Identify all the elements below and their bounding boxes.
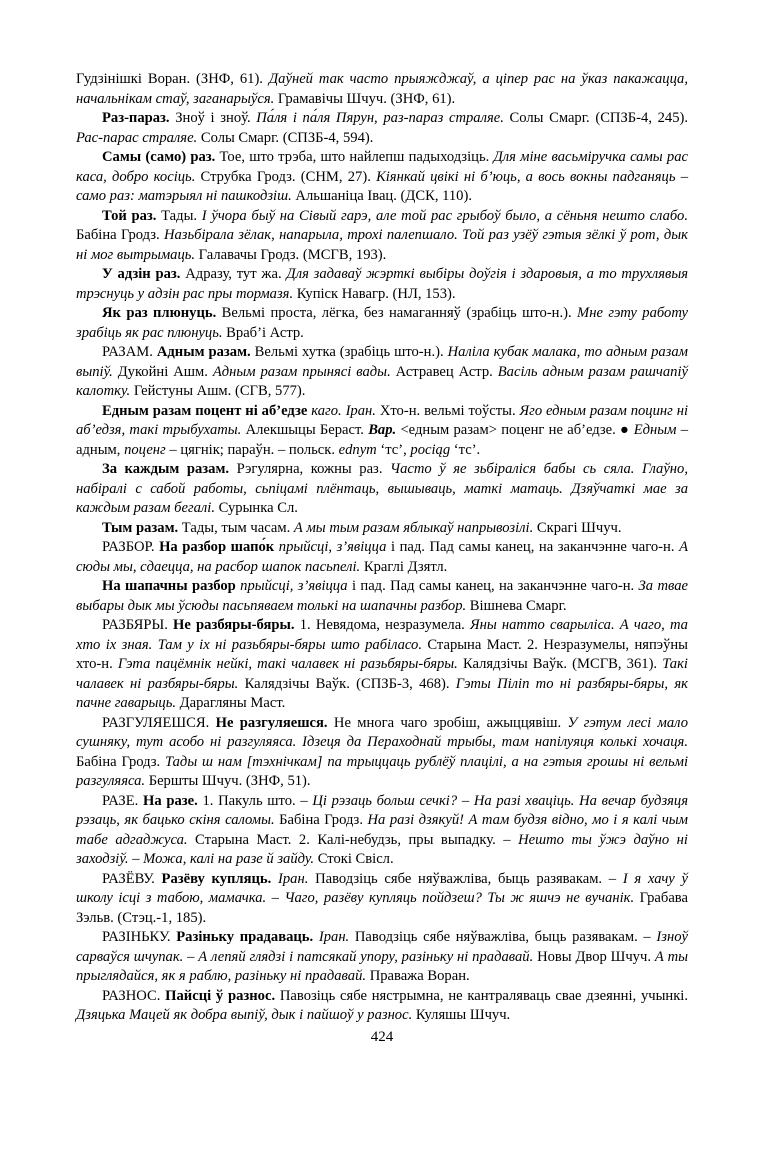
body-text: Гудзінішкі Воран. (ЗНФ, 61). [76,71,269,87]
example-text: За тваe выбары дык мы ўсюды пасьпяваем толькі на шапачны разбор. [76,578,688,614]
page-number: 424 [370,1028,394,1045]
body-text: РАЗІНЬКУ. [102,929,177,945]
example-text: Іран. [318,929,350,945]
body-text: Тады. [156,207,202,224]
body-text: Рэгулярна, кожны раз. [229,461,391,477]
example-text: Такі чалавек ні разбяры-бяры. [76,656,688,692]
body-text: Не многа чаго зробіш, ажыццявіш. [327,714,568,731]
body-text: Адразу, тут жа. [180,266,287,282]
example-text: Гэта пацёмнік нейкі, такі чалавек ні разьбяры-бяры. [117,656,458,672]
body-text: Струбка Гродз. (СНМ, 27). [195,168,377,185]
body-text: Алекшыцы Бераст. [241,422,369,438]
body-text: Старына Маст. 2. Калі-небудзь, пры выпадку. – [187,831,519,848]
example-text: ednym [338,441,377,458]
body-text: РАЗАМ. [102,344,157,360]
entry-paragraph [76,109,688,148]
example-text: Іран. [278,870,309,887]
body-text: РАЗНОС. [102,987,166,1004]
headword: На разбор шапо́к [159,539,275,555]
example-text: Гэты Піліп то ні разбяры-бяры, як пачне гаварыць. [76,675,688,711]
entry-paragraph [76,577,688,616]
body-text: Старына Маст. 2. Незразумелы, няпэўны хто-н. [76,636,688,672]
headword: За каждым разам. [102,461,230,477]
body-text: Бабіна Гродз. [76,227,164,243]
example-text: Яго едным разам поцинг ні аб’едзя, такі трыбухаты. [76,402,689,438]
body-text: <едным разам> поценг не аб’едзе. ● [396,422,634,438]
entry-paragraph [76,343,688,402]
body-text [271,871,278,887]
headword: Самы (само) раз. [102,149,216,165]
body-text: Вельмі проста, лёгка, без намаганняў (зрабіць што-н.). [216,305,578,321]
body-text: РАЗГУЛЯЕШСЯ. [102,714,216,731]
example-text: Нешто ты ўжэ даўно ні заходзіў. – Можа, калі на разе й зайду. [76,831,688,867]
example-text: Для задаваў жэрткі выбіры доўгія і здаровыя, а то трухлявыя трэснуць у адзін рас пры тормазя. [76,266,688,302]
entry-paragraph [76,148,688,207]
body-text: Тады, тым часам. [178,519,294,536]
body-text: Дарагляны Маст. [176,695,286,711]
body-text: Вельмі хутка (зрабіць што-н.). [250,344,448,360]
example-text: І я хачу ў школу ісці з табою, мамачка. – Чаго, разёву купляць пойдзеш? Ты ж яшчэ не вучанік. [76,870,688,906]
entry-paragraph [76,538,688,577]
example-text: Васіль адным разам рашчапіў калотку. [76,363,688,399]
example-text: Тады ш нам [тэхнічкам] па трыццаць рублёў плацілі, а на гэтыя грошы ні вельмі разгуляяса. [76,753,688,789]
body-text: – адным, [76,422,688,458]
headword: Пайсці ў разнос. [165,987,276,1004]
example-text: А сюды мы, сдаецца, на расбор шапок пасьпелі. [76,539,688,575]
entry-paragraph [76,207,688,266]
headword: Разіньку прадаваць. [176,929,314,945]
body-text: Праважа Воран. [366,968,470,984]
body-text: Купіск Навагр. (НЛ, 153). [293,285,456,302]
body-text: 1. Невядома, незразумела. [294,617,470,633]
headword: Адным разам. [156,344,251,360]
headword: Як раз плюнуць. [102,305,217,321]
headword: Не разгуляешся. [215,714,328,731]
headword: Раз-параз. [102,110,170,126]
example-text: Дзяцька Мацей як добра выпіў, дык і пайшоў у разнос. [76,1007,413,1023]
headword: Разёву купляць. [161,870,272,887]
body-text: Скрагі Шчуч. [533,519,622,536]
body-text: Бабіна Гродз. [274,812,368,828]
body-text: РАЗЕ. [102,792,143,809]
body-text: Враб’і Астр. [222,324,304,341]
entry-paragraph [76,460,688,519]
body-text: Куляшы Шчуч. [412,1007,511,1023]
example-text: Ці рэзаць больш сечкі? – На разі хваціць. На вечар будзяця рэзаць, як бацько скіня саломы. [76,792,689,828]
body-text: Гейстуны Ашм. (СГВ, 577). [130,383,306,399]
body-text: Дукойні Ашм. [112,363,213,380]
body-text: Калядзічы Ваўк. (СПЗБ-3, 468). [238,675,456,692]
entry-paragraph [76,714,688,792]
body-text: 1. Пакуль што. – [197,792,313,809]
entry-paragraph [76,928,688,987]
example-text: Адным разам прынясі вады. [212,363,391,380]
body-text: Калядзічы Ваўк. (МСГВ, 361). [457,656,663,672]
example-text: Яны натто сварыліса. А чаго, та хто іх зная. Там у іх ні разьбяры-бяры што рабіласо. [76,617,688,653]
example-text: На разі дзякуй! А там будзя відно, мо і я калі чым табе адгаджуса. [76,812,688,848]
example-text: Рас-парас страляе. [76,129,198,146]
body-text: Хто-н. вельмі тоўсты. [375,402,520,419]
example-text: А мы тым разам яблыкаў напрывозілі. [293,519,534,536]
body-text: Сурынка Сл. [214,500,298,516]
headword: На шапачны разбор [102,578,236,594]
body-text: Бершты Шчуч. (ЗНФ, 51). [145,773,311,789]
headword: На разе. [143,792,198,809]
example-text: Даўней так часто прыяжджаў, а цiпер рас на ўказ пакажацца, начальнікам стаў, заганарыўся. [76,71,688,107]
body-text: і пад. Пад самы канец, на заканчэнне чаго-н. [386,539,680,555]
headword: Тым разам. [102,519,179,536]
example-text: Едным [633,422,677,438]
document-body [76,70,688,1026]
example-text: Назьбірала зёлак, напарыла, трохі палепшало. Той раз узёў гэтыя зёлкі ў рот, дык ні мог вытрымаць. [76,227,688,263]
body-text: ‘тс’, [376,441,411,458]
example-text: Кіянкай цвікі ні б’юць, а вось вокны падганяць – само раз: матэрыял ні пашкодзіш. [76,168,689,204]
entry-paragraph [76,402,688,461]
entry-paragraph [76,70,688,109]
body-text: РАЗБОР. [102,539,160,555]
body-text: Тое, што трэба, што найлепш падыходзіць. [215,149,494,165]
variant-label: Вар. [368,422,397,438]
headword: У адзін раз. [102,266,181,282]
example-text: поценг [124,441,166,458]
body-text: Зноў і зноў. [169,110,257,126]
body-text: Павозіць сябе нястрымна, не кантраляваць свае дзеянні, учынкі. [275,987,688,1004]
example-text: Наліла кубак малака, то адным разам выпіў. [76,344,688,380]
entry-paragraph [76,265,688,304]
example-text: У гэтум лесі мало сушняку, тут асобо ні разгуляяса. Ідзеця да Пераходнай трыбы, там напілуяця колькі хочаця. [76,714,688,750]
example-text: прыйсці, з’явіцца [278,539,387,555]
body-text: Бабіна Гродз. [76,753,166,770]
example-text: pociąg [410,441,451,458]
example-text: А ты прыглядайся, як я раблю, разіньку ні прадавай. [76,948,688,984]
body-text: Грабава Зэльв. (Стэц.-1, 185). [76,890,688,926]
example-text: Часто ў яе зьбіраліся бабы сь сяла. Глаўно, набіралі с сабой работы, сьпіцамі плёнтаць, вышываць, маткі матаць. Дзяўчаткі мае за каждым разам бегалі. [76,461,688,516]
entry-paragraph [76,616,688,714]
example-text: Для міне васьміручка самы рас каса, добро косіць. [76,149,688,185]
document-page [76,70,688,1047]
body-text: Краглі Дзятл. [360,558,448,575]
body-text: Грамавічы Шчуч. (ЗНФ, 61). [274,90,456,107]
body-text: Стокі Свісл. [314,851,394,867]
body-text: Вішнева Смарг. [466,597,567,614]
example-text: Па́ля і па́ля Пярун, раз-параз страляе. [256,110,504,126]
entry-paragraph [76,792,688,870]
body-text: Астравец Астр. [390,363,498,380]
body-text: Солы Смарг. (СПЗБ-4, 245). [503,110,689,126]
body-text: Новы Двор Шчуч. [533,948,655,965]
body-text: ‘тс’. [450,441,481,458]
example-text: Ізноў сарваўся шчупак. – А лепяй глядзі і патсякай упору, разіньку ні прадавай. [76,929,688,965]
entry-paragraph [76,987,688,1026]
headword: Той раз. [102,207,157,224]
body-text: РАЗБЯРЫ. [102,617,174,633]
headword: Едным разам поцент ні аб’едзе [102,402,308,419]
entry-paragraph [76,304,688,343]
body-text: Альшаніца Івац. (ДСК, 110). [291,188,472,204]
example-text: прыйсці, з’явіцца [240,578,348,594]
entry-paragraph [76,870,688,929]
example-text: Мне гэту работу зрабіць як рас плюнуць. [76,305,688,341]
body-text: і пад. Пад самы канец, на заканчэнне чаго-н. [347,578,639,594]
body-text: Паводзіць сябе няўважліва, быць разявакам. – [308,870,623,887]
body-text: Паводзіць сябе няўважліва, быць разявакам. – [349,929,657,945]
body-text: Галавачы Гродз. (МСГВ, 193). [195,246,387,263]
entry-paragraph [76,519,688,539]
body-text: РАЗЁВУ. [102,870,162,887]
example-text: каго. Іран. [311,402,376,419]
body-text: – цягнік; параўн. – польск. [165,441,339,458]
body-text: Солы Смарг. (СПЗБ-4, 594). [197,129,374,146]
headword: Не разбяры-бяры. [173,617,295,633]
example-text: І ўчора быў на Сівый гарэ, але той рас грыбоў было, а сёньня нешто слабо. [201,207,688,224]
